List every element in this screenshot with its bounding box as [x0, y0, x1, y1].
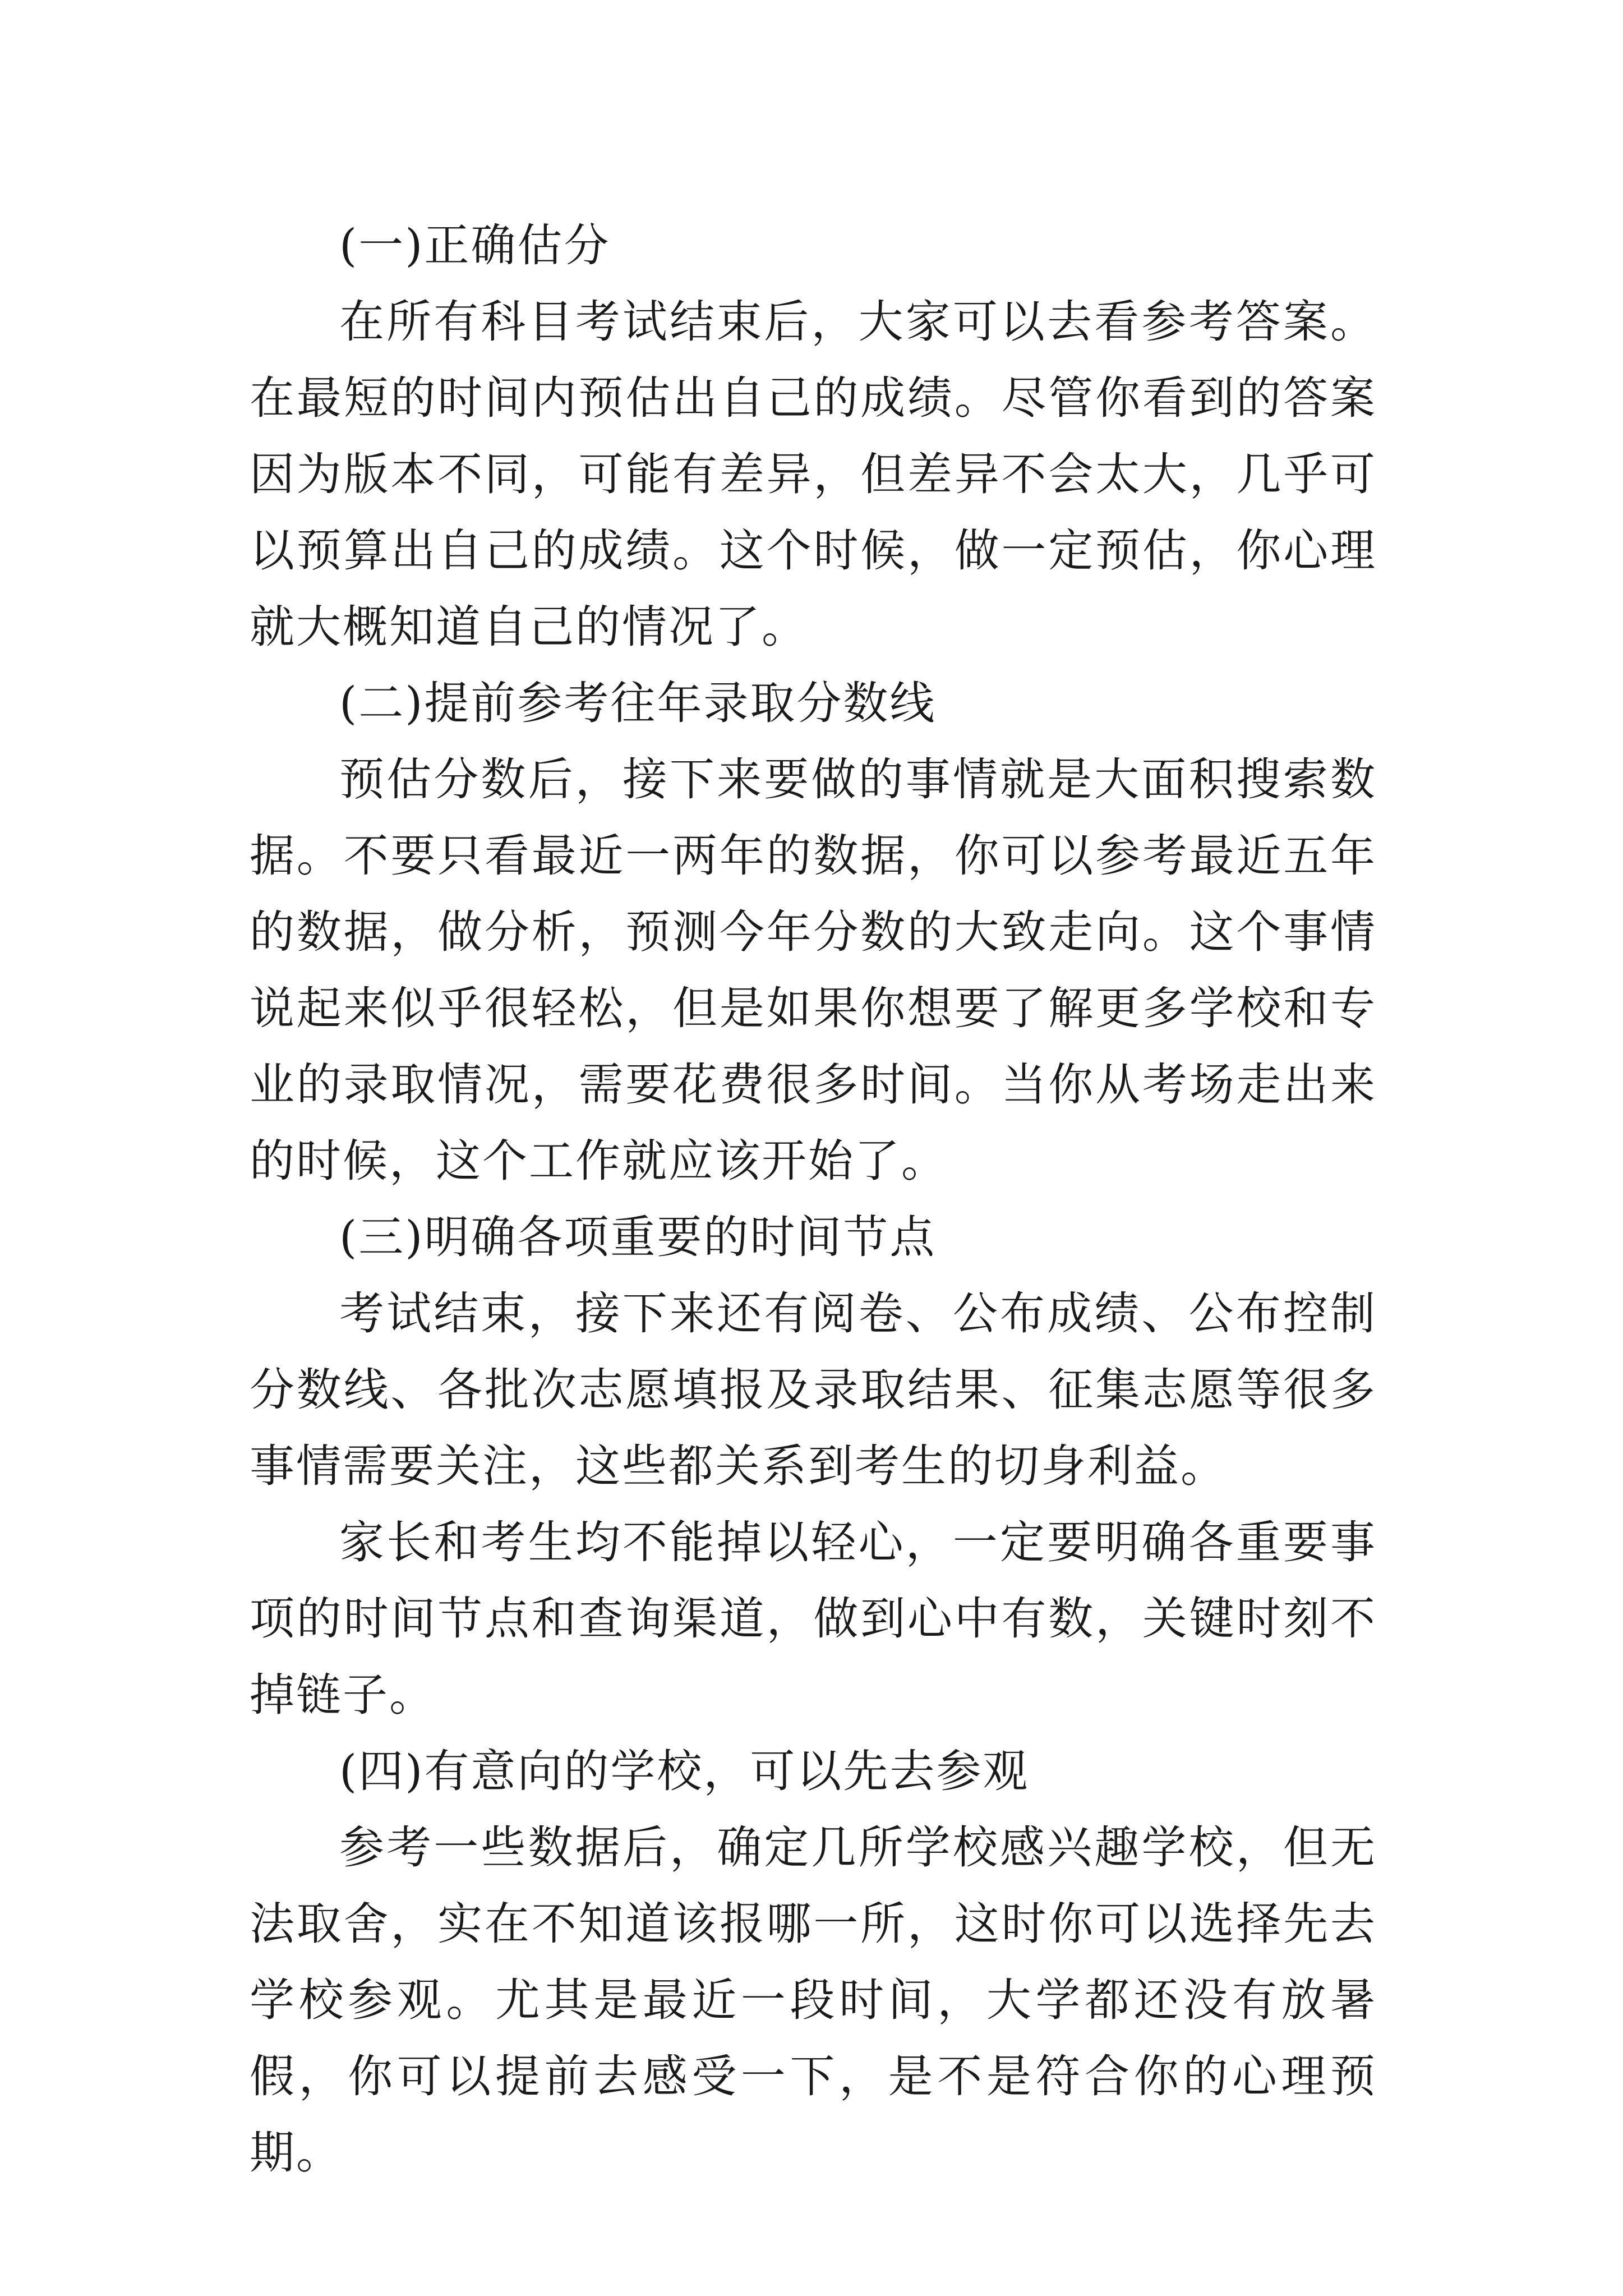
section-heading-1: (一)正确估分 [339, 219, 611, 272]
paragraph-1: 在所有科目考试结束后，大家可以去看参考答案。在最短的时间内预估出自己的成绩。尽管你看到的答案因为版本不同，可能有差异，但差异不会太大，几乎可以预算出自己的成绩。这个时候，做一定预估，你心理就大概知道自己的情况了。 [250, 296, 1377, 653]
section-heading-4: (四)有意向的学校，可以先去参观 [339, 1745, 1030, 1797]
section-heading-3: (三)明确各项重要的时间节点 [339, 1211, 937, 1263]
paragraph-5: 参考一些数据后，确定几所学校感兴趣学校，但无法取舍，实在不知道该报哪一所，这时你可以选择先去学校参观。尤其是最近一段时间，大学都还没有放暑假，你可以提前去感受一下，是不是符合你的心理预期。 [250, 1821, 1377, 2179]
document-body [250, 208, 1377, 2191]
paragraph-3: 考试结束，接下来还有阅卷、公布成绩、公布控制分数线、各批次志愿填报及录取结果、征集志愿等很多事情需要关注，这些都关系到考生的切身利益。 [250, 1287, 1377, 1492]
section-heading-2: (二)提前参考往年录取分数线 [339, 677, 937, 729]
paragraph-2: 预估分数后，接下来要做的事情就是大面积搜索数据。不要只看最近一两年的数据，你可以参考最近五年的数据，做分析，预测今年分数的大致走向。这个事情说起来似乎很轻松，但是如果你想要了解更多学校和专业的录取情况，需要花费很多时间。当你从考场走出来的时候，这个工作就应该开始了。 [250, 753, 1377, 1187]
paragraph-4: 家长和考生均不能掉以轻心，一定要明确各重要事项的时间节点和查询渠道，做到心中有数，关键时刻不掉链子。 [250, 1516, 1377, 1721]
